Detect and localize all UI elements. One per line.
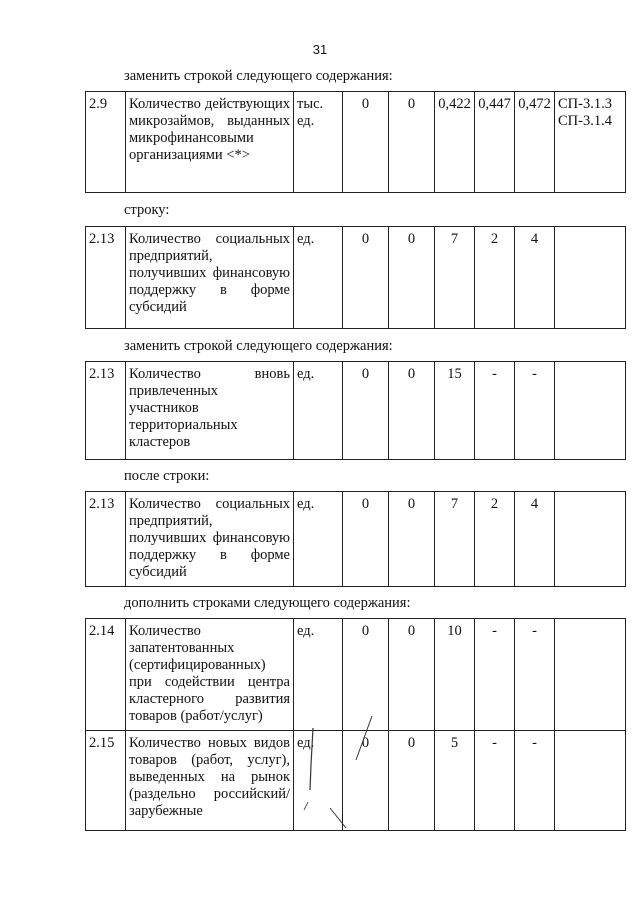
indicator-name: Количество новых видов товаров (работ, услуг), выведенных на рынок (раздельно российский/зарубежные xyxy=(126,731,294,831)
value-cell-5: - xyxy=(515,731,555,831)
indicator-name: Количество социальных предприятий, получивших финансовую поддержку в форме субсидий xyxy=(126,492,294,587)
value-cell-2: 0 xyxy=(389,619,435,731)
value-cell-4: - xyxy=(475,362,515,460)
value-cell-5: - xyxy=(515,362,555,460)
pencil-stroke xyxy=(356,716,372,760)
row-number: 2.13 xyxy=(86,227,126,329)
caption-line: строку: xyxy=(124,202,170,218)
row-number: 2.14 xyxy=(86,619,126,731)
unit-cell: ед. xyxy=(294,227,343,329)
value-cell-3: 15 xyxy=(435,362,475,460)
value-cell-4: - xyxy=(475,619,515,731)
value-cell-4: 0,447 xyxy=(475,92,515,193)
unit-cell: ед. xyxy=(294,731,343,831)
value-cell-2: 0 xyxy=(389,492,435,587)
indicator-name: Количество вновь привлеченных участников территориальных кластеров xyxy=(126,362,294,460)
row-number: 2.15 xyxy=(86,731,126,831)
reference-cell: СП-3.1.3 СП-3.1.4 xyxy=(555,92,626,193)
value-cell-5: - xyxy=(515,619,555,731)
indicator-name: Количество запатентованных (сертифицированных) при содействии центра кластерного развития товаров (работ/услуг) xyxy=(126,619,294,731)
value-cell-1: 0 xyxy=(343,227,389,329)
value-cell-4: 2 xyxy=(475,227,515,329)
pencil-stroke xyxy=(310,728,313,790)
value-cell-3: 5 xyxy=(435,731,475,831)
indicator-name: Количество социальных предприятий, получивших финансовую поддержку в форме субсидий xyxy=(126,227,294,329)
value-cell-1: 0 xyxy=(343,731,389,831)
caption-replace-2: заменить строкой следующего содержания: xyxy=(124,338,393,354)
value-cell-5: 0,472 xyxy=(515,92,555,193)
page-number: 31 xyxy=(312,42,328,57)
caption-replace-1: заменить строкой следующего содержания: xyxy=(124,68,393,84)
value-cell-1: 0 xyxy=(343,492,389,587)
value-cell-1: 0 xyxy=(343,619,389,731)
unit-cell: тыс. ед. xyxy=(294,92,343,193)
value-cell-3: 0,422 xyxy=(435,92,475,193)
value-cell-5: 4 xyxy=(515,227,555,329)
row-number: 2.13 xyxy=(86,492,126,587)
caption-after-line: после строки: xyxy=(124,468,210,484)
value-cell-3: 7 xyxy=(435,492,475,587)
value-cell-2: 0 xyxy=(389,362,435,460)
unit-cell: ед. xyxy=(294,619,343,731)
pencil-stroke xyxy=(304,802,308,810)
value-cell-2: 0 xyxy=(389,227,435,329)
value-cell-5: 4 xyxy=(515,492,555,587)
value-cell-4: 2 xyxy=(475,492,515,587)
caption-append: дополнить строками следующего содержания: xyxy=(124,595,411,611)
value-cell-2: 0 xyxy=(389,92,435,193)
indicator-name: Количество действующих микрозаймов, выданных микрофинансовыми организациями <*> xyxy=(126,92,294,193)
row-number: 2.9 xyxy=(86,92,126,193)
value-cell-3: 10 xyxy=(435,619,475,731)
value-cell-3: 7 xyxy=(435,227,475,329)
unit-cell: ед. xyxy=(294,492,343,587)
value-cell-1: 0 xyxy=(343,92,389,193)
value-cell-2: 0 xyxy=(389,731,435,831)
row-number: 2.13 xyxy=(86,362,126,460)
value-cell-1: 0 xyxy=(343,362,389,460)
value-cell-4: - xyxy=(475,731,515,831)
pencil-stroke xyxy=(330,808,346,828)
unit-cell: ед. xyxy=(294,362,343,460)
